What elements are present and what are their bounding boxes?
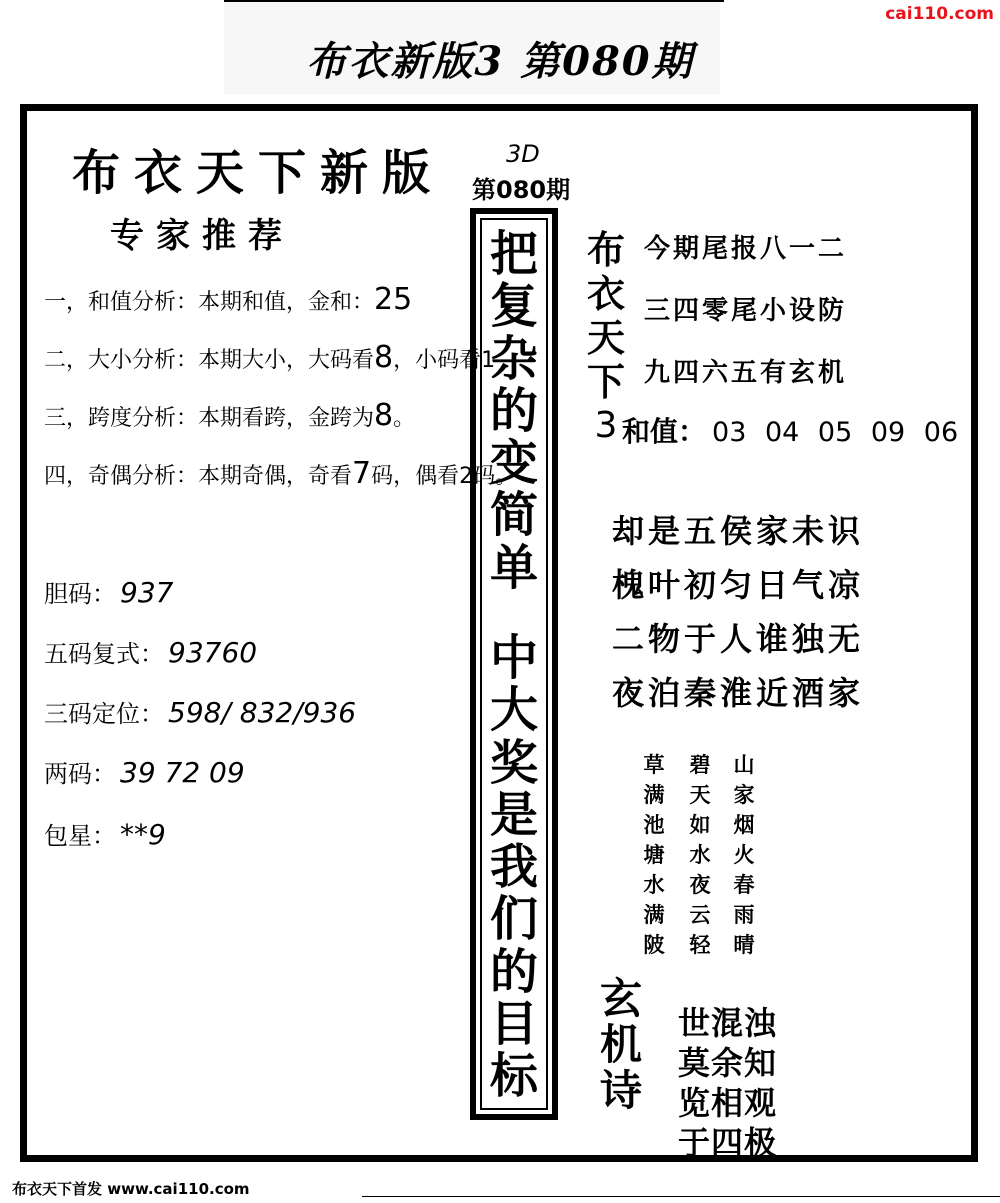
- xuanji-label-char: 诗: [599, 1066, 642, 1115]
- analysis-label: 三，跨度分析：本期看跨，金跨为: [44, 406, 375, 431]
- tail-poem-line: 九四六五有玄机: [644, 358, 848, 388]
- analysis-number: 7: [352, 456, 372, 491]
- banner-char: 是: [489, 786, 538, 843]
- vertical-brand-char: 下: [586, 359, 625, 404]
- quatrain-line: 夜泊秦淮近酒家: [612, 674, 865, 712]
- pick-line-two: [44, 754, 245, 789]
- xuanji-poem-label: [596, 976, 646, 1114]
- poem-grid-char: 满: [643, 902, 665, 927]
- sum-label: 和值：: [622, 415, 707, 448]
- poem-grid-char: 水: [643, 872, 665, 897]
- pick-line-five: [44, 634, 257, 669]
- poem-grid-column-2: [680, 750, 720, 960]
- banner-char: 我: [489, 839, 538, 895]
- poem-grid-char: 家: [733, 782, 755, 807]
- pick-value: 93760: [168, 636, 258, 669]
- banner-char: 奖: [489, 734, 538, 791]
- poem-grid-char: 晴: [733, 932, 755, 957]
- pick-value: 598/ 832/936: [168, 696, 357, 729]
- vertical-banner: [470, 208, 558, 1120]
- pick-line-star: [44, 816, 166, 851]
- xuanji-poem-line: 于四极: [678, 1124, 778, 1162]
- analysis-line-size: [44, 340, 495, 375]
- poem-grid-char: 雨: [733, 902, 755, 927]
- poem-grid-char: 山: [733, 752, 755, 777]
- sum-values-line: [622, 410, 958, 450]
- banner-char: 标: [489, 1048, 538, 1104]
- xuanji-poem-line: 览相观: [678, 1084, 778, 1122]
- analysis-line-span: [44, 398, 415, 433]
- analysis-label: 二，大小分析：本期大小，大码看: [44, 348, 375, 373]
- poem-grid-char: 草: [643, 752, 665, 777]
- banner-char: 杂: [489, 330, 538, 387]
- pick-value: **9: [120, 818, 166, 851]
- vertical-brand-digit: 3: [594, 405, 618, 446]
- banner-char: 目: [489, 995, 538, 1052]
- vertical-banner-inner: [480, 218, 548, 1110]
- xuanji-label-char: 玄: [599, 974, 642, 1023]
- poem-grid-char: 陂: [643, 932, 665, 957]
- poem-grid-char: 轻: [689, 932, 711, 957]
- pick-line-position: [44, 694, 356, 729]
- banner-char: 单: [489, 539, 538, 596]
- analysis-tail: ，小码看1: [393, 348, 496, 373]
- analysis-number: 8: [374, 398, 394, 433]
- xuanji-label-char: 机: [599, 1020, 642, 1069]
- quatrain-line: 却是五侯家未识: [612, 512, 865, 550]
- banner-char: 的: [489, 943, 538, 1000]
- quatrain-line: 二物于人谁独无: [612, 620, 865, 658]
- analysis-number: 8: [374, 340, 394, 375]
- poem-grid-char: 池: [643, 812, 665, 837]
- analysis-line-sum: [44, 282, 412, 317]
- banner-char: 的: [489, 382, 538, 439]
- analysis-label: 四，奇偶分析：本期奇偶，奇看: [44, 464, 353, 489]
- sum-values: 03 04 05 09 06: [712, 417, 959, 448]
- poem-grid-char: 云: [689, 902, 711, 927]
- banner-char: 简: [489, 487, 538, 544]
- poem-grid-char: 碧: [689, 752, 711, 777]
- pick-label: 五码复式：: [44, 640, 164, 668]
- issue-number: 第080期: [472, 176, 571, 204]
- poem-grid-column-1: [634, 750, 674, 960]
- banner-char: 把: [489, 226, 538, 282]
- tail-poem-line: 今期尾报八一二: [644, 234, 848, 264]
- site-logo: cai110.com: [885, 4, 994, 24]
- pick-value: 39 72 09: [120, 756, 245, 789]
- xuanji-poem-line: 世混浊: [678, 1004, 778, 1042]
- pick-value: 937: [120, 576, 174, 609]
- poem-grid-char: 火: [733, 842, 755, 867]
- poem-grid-char: 满: [643, 782, 665, 807]
- pick-label: 胆码：: [44, 580, 116, 608]
- poem-grid-char: 塘: [643, 842, 665, 867]
- banner-char: 们: [489, 891, 538, 948]
- banner-char: 变: [489, 435, 538, 491]
- brand-title: 布衣天下新版: [72, 145, 445, 201]
- issue-3d-label: 3D: [506, 140, 540, 168]
- poem-grid-char: 夜: [689, 872, 711, 897]
- vertical-brand-char: 天: [586, 315, 625, 360]
- poem-grid-char: 水: [689, 842, 711, 867]
- footer-rule: [362, 1196, 1000, 1197]
- banner-char: 大: [489, 682, 538, 739]
- vertical-brand-char: 布: [586, 227, 625, 272]
- analysis-line-parity: [44, 456, 517, 491]
- poem-grid-char: 如: [689, 812, 711, 837]
- banner-char: 复: [489, 278, 538, 335]
- tail-poem-line: 三四零尾小设防: [644, 296, 848, 326]
- poem-grid-char: 天: [689, 782, 711, 807]
- poem-grid-column-3: [724, 750, 764, 960]
- quatrain-line: 槐叶初匀日气凉: [612, 566, 865, 604]
- vertical-brand-char: 衣: [586, 271, 625, 316]
- pick-line-dan: [44, 574, 173, 609]
- pick-label: 包星：: [44, 822, 116, 850]
- analysis-number: 25: [374, 282, 413, 317]
- banner-char: 中: [489, 630, 538, 686]
- poem-grid-char: 烟: [733, 812, 755, 837]
- analysis-label: 一，和值分析：本期和值，金和：: [44, 290, 375, 315]
- xuanji-poem-line: 莫余知: [678, 1044, 778, 1082]
- analysis-tail: 。: [393, 406, 416, 431]
- poem-grid-char: 春: [733, 872, 755, 897]
- pick-label: 两码：: [44, 760, 116, 788]
- expert-recommend-subtitle: 专家推荐: [110, 216, 294, 256]
- page-title: 布衣新版3 第080期: [306, 38, 694, 85]
- footer-source-text: 布衣天下首发 www.cai110.com: [12, 1180, 250, 1198]
- pick-label: 三码定位：: [44, 700, 164, 728]
- analysis-tail: 码，偶看2码。: [371, 464, 518, 489]
